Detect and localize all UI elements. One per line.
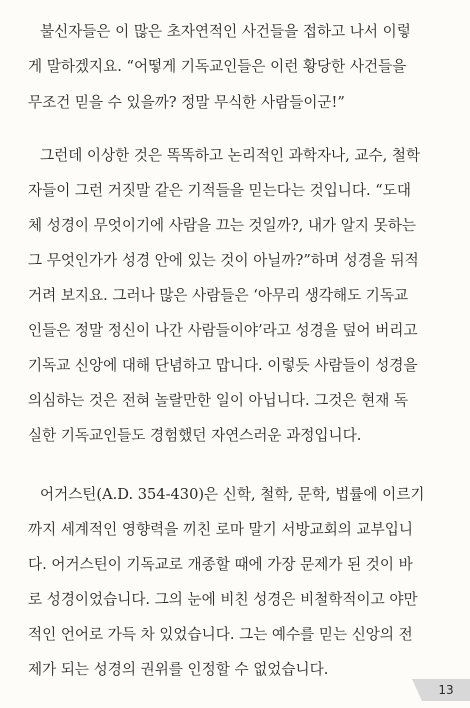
paragraph-3-line-2: 까지 세계적인 영향력을 끼친 로마 말기 서방교회의 교부입니	[28, 521, 413, 538]
page-number: 13	[422, 679, 470, 701]
paragraph-3-line-1: 어거스틴(A.D. 354-430)은 신학, 철학, 문학, 법률에 이르기	[40, 486, 425, 503]
paragraph-1-line-1: 불신자들은 이 많은 초자연적인 사건들을 접하고 나서 이렇	[40, 23, 411, 40]
paragraph-2-line-1: 그런데 이상한 것은 똑똑하고 논리적인 과학자나, 교수, 철학	[40, 147, 421, 164]
paragraph-2-line-6: 인들은 정말 정신이 나간 사람들이야’라고 성경을 덮어 버리고	[28, 322, 418, 339]
paragraph-3-line-4: 로 성경이었습니다. 그의 눈에 비친 성경은 비철학적이고 야만	[28, 591, 418, 608]
paragraph-3-line-3: 다. 어거스틴이 기독교로 개종할 때에 가장 문제가 된 것이 바	[28, 556, 413, 573]
paragraph-1-line-2: 게 말하겠지요. “어떻게 기독교인들은 이런 황당한 사건들을	[28, 58, 407, 75]
paragraph-2-line-2: 자들이 그런 거짓말 같은 기적들을 믿는다는 것입니다. “도대	[28, 182, 411, 199]
paragraph-2-line-5: 거려 보지요. 그러나 많은 사람들은 ‘아무리 생각해도 기독교	[28, 287, 409, 304]
paragraph-2-line-7: 기독교 신앙에 대해 단념하고 맙니다. 이렇듯 사람들이 성경을	[28, 357, 418, 374]
paragraph-1-line-3: 무조건 믿을 수 있을까? 정말 무식한 사람들이군!”	[28, 94, 345, 111]
paragraph-2-line-4: 그 무엇인가가 성경 안에 있는 것이 아닐까?”하며 성경을 뒤적	[28, 252, 419, 269]
paragraph-2-line-9: 실한 기독교인들도 경험했던 자연스러운 과정입니다.	[28, 427, 362, 444]
paragraph-2-line-8: 의심하는 것은 전혀 놀랄만한 일이 아닙니다. 그것은 현재 독	[28, 392, 409, 409]
paragraph-3-line-5: 적인 언어로 가득 차 있었습니다. 그는 예수를 믿는 신앙의 전	[28, 626, 413, 643]
paragraph-2-line-3: 체 성경이 무엇이기에 사람을 끄는 것일까?, 내가 알지 못하는	[28, 217, 416, 234]
paragraph-3-line-6: 제가 되는 성경의 권위를 인정할 수 없었습니다.	[28, 661, 329, 678]
